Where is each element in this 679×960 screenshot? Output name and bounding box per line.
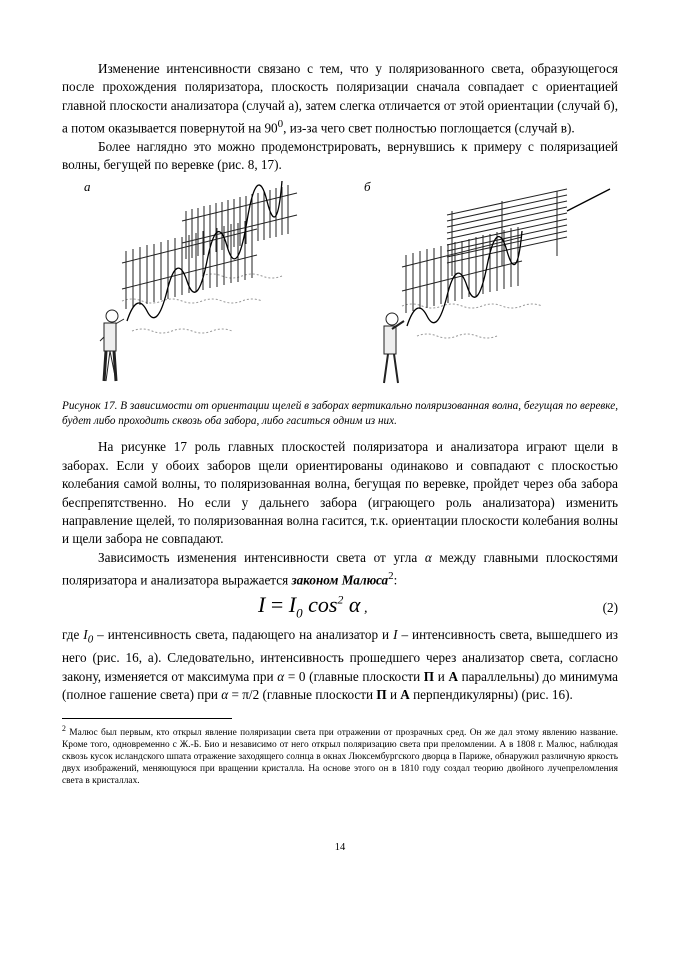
malus-formula: [258, 592, 367, 621]
formula-i0: I: [288, 592, 297, 618]
formula-i0-sub: 0: [296, 605, 303, 621]
p5-alpha-2: α: [221, 686, 229, 702]
footnote-mark: 2: [62, 724, 66, 734]
p5-t3: – интенсивность света, вышедшего из него (рис. 16, а). Следовательно, интенсивность прошедшего через анализатор света, согласно закону, изменяется от максимума при: [62, 627, 618, 684]
footnote-text: Малюс был первым, кто открыл явление поляризации света при отражении от прозрачных сред. Он же дал этому явлению название. Кроме того, одновременно с Ж.-Б. Био и независимо от него открыл поляризацию света при преломлении. А в 1808 г. Малюс, наблюдая сквозь кусок исландского шпата отражение заходящего солнца в окнах Люксембургского дворца в Париже, обнаружил различную яркость двух изображений, меняющуюся при вращении кристалла. На основе этого он в 1810 году создал теорию двойного лучепреломления света в кристаллах.: [62, 728, 618, 787]
p5-P2: П: [376, 686, 387, 702]
p5-P: П: [423, 668, 435, 684]
footnote-divider: [62, 718, 232, 719]
figure-17b: [362, 178, 612, 391]
figure-17: [62, 178, 618, 391]
formula-cos-sup: 2: [337, 592, 344, 607]
footnote-ref: 2: [388, 570, 394, 583]
p5-t8: и: [386, 686, 401, 702]
p5-alpha-1: α: [277, 668, 285, 684]
fence-vertical-illustration: [82, 178, 332, 391]
formula-lhs: I: [258, 592, 266, 618]
paragraph-4: [62, 549, 618, 590]
footnote: [62, 723, 618, 787]
p5-i0-sub: 0: [87, 633, 94, 646]
paragraph-1-text: Изменение интенсивности связано с тем, что у поляризованного света, образующегося после прохождения поляризатора, плоскость поляризации сначала совпадает с ориентацией главной плоскости анализатора (случай а), затем слегка отличается от этой ориентации (случай б), а потом оказывается повернутой на 90: [62, 61, 618, 136]
figure-17a: [82, 178, 332, 391]
figure-caption: Рисунок 17. В зависимости от ориентации щелей в заборах вертикально поляризованная волна, бегущая по веревке, будет либо проходить сквозь оба забора, либо гаситься одним из них.: [62, 399, 618, 427]
equation-number: (2): [602, 600, 618, 616]
formula-comma: ,: [360, 601, 368, 617]
p5-t7: = π/2 (главные плоскости: [228, 686, 377, 702]
p5-t6: параллельны) до минимума (полное гашение света) при: [62, 668, 619, 702]
document-page: [62, 60, 618, 787]
degree-sup: 0: [277, 118, 284, 131]
p5-t4: = 0 (главные плоскости: [284, 668, 424, 684]
page-number: 14: [334, 842, 346, 853]
p4-text-2: между главными плоскостями поляризатора и анализатора выражается: [62, 549, 618, 588]
p4-text-1: Зависимость изменения интенсивности света от угла: [98, 549, 425, 565]
figure-label-a: а: [84, 178, 91, 194]
p5-t9: перпендикулярны) (рис. 16).: [409, 686, 573, 702]
p5-A2: А: [400, 686, 410, 702]
p5-i0: I: [83, 627, 88, 643]
p5-t2: – интенсивность света, падающего на анализатор и: [93, 627, 394, 643]
malus-law-term: законом Малюса: [291, 572, 389, 588]
paragraph-3: На рисунке 17 роль главных плоскостей поляризатора и анализатора играют щели в заборах. Если у обоих заборов щели ориентированы одинаково и совпадают с плоскостью колебания самой волны, то поляризованная волна, бегущая по веревке, пройдет через оба забора беспрепятственно. Но если у дальнего забора (играющего роль анализатора) изменить направление щелей, то поляризованная волна гасится, т.к. ориентации плоскости колебания волны и щели забора не совпадают.: [62, 439, 618, 547]
p4-text-end: :: [393, 572, 398, 588]
formula-cos: cos: [302, 592, 338, 618]
alpha-symbol: α: [424, 549, 432, 565]
formula-eq: =: [265, 592, 289, 618]
fence-horizontal-illustration: [362, 178, 612, 391]
paragraph-1-end: , из-за чего свет полностью поглощается (случай в).: [283, 120, 575, 136]
formula-2: [62, 592, 618, 626]
paragraph-1: [62, 60, 618, 138]
paragraph-5: [62, 626, 618, 704]
paragraph-2: Более наглядно это можно продемонстрировать, вернувшись к примеру с поляризацией волны, бегущей по веревке (рис. 8, 17).: [62, 139, 618, 173]
p5-A: А: [448, 668, 458, 684]
p5-i: I: [393, 627, 398, 643]
p5-t5: и: [434, 668, 449, 684]
figure-label-b: б: [364, 178, 371, 194]
formula-alpha: α: [343, 592, 361, 618]
p5-t1: где: [62, 627, 84, 643]
